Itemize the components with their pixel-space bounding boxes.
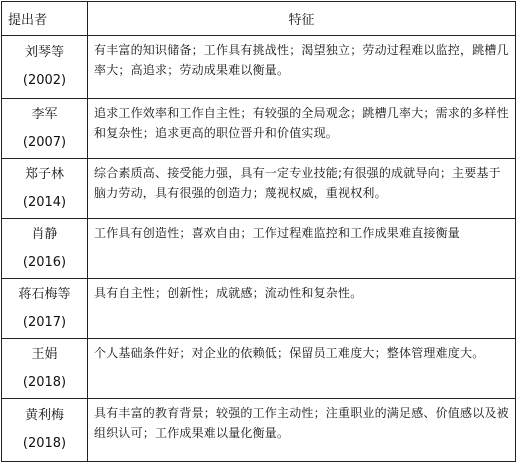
table-row <box>2 219 516 279</box>
author-cell <box>2 99 88 159</box>
author-cell <box>2 399 88 462</box>
knowledge-worker-features-table <box>1 1 516 462</box>
table-row <box>2 36 516 99</box>
author-cell <box>2 36 88 99</box>
feature-text: 工作具有创造性；喜欢自由；工作过程难监控和工作成果难直接衡量 <box>94 226 461 240</box>
author-year: (2018) <box>22 436 67 451</box>
author-cell <box>2 339 88 399</box>
feature-text: 具有丰富的教育背景；较强的工作主动性；注重职业的满足感、价值感以及被组织认可；工作成果难以量化衡量。 <box>94 406 509 440</box>
author-name: 黄利梅 <box>24 408 64 423</box>
table-header-row <box>2 2 516 36</box>
table-row <box>2 399 516 462</box>
feature-text: 个人基础条件好；对企业的依赖低；保留员工难度大；整体管理难度大。 <box>94 346 485 360</box>
feature-text: 有丰富的知识储备；工作具有挑战性；渴望独立；劳动过程难以监控，跳槽几率大；高追求；劳动成果难以衡量。 <box>94 43 509 77</box>
author-name: 刘琴等 <box>24 45 64 60</box>
feature-cell <box>88 159 516 219</box>
feature-text: 具有自主性；创新性；成就感；流动性和复杂性。 <box>94 286 363 300</box>
author-year: (2002) <box>22 73 67 88</box>
author-year: (2007) <box>22 134 67 150</box>
author-cell <box>2 279 88 339</box>
feature-text: 综合素质高、接受能力强，具有一定专业技能;有很强的成就导向；主要基于脑力劳动，具有很强的创造力；蔑视权威，重视权利。 <box>94 166 501 200</box>
knowledge-worker-table-container <box>1 1 516 462</box>
table-row <box>2 279 516 339</box>
author-name: 肖静 <box>31 226 58 242</box>
header-author: 提出者 <box>2 2 88 36</box>
author-year: (2016) <box>22 254 67 270</box>
author-name: 蒋石梅等 <box>18 286 71 302</box>
author-name: 李军 <box>31 106 58 122</box>
author-cell <box>2 219 88 279</box>
author-cell <box>2 159 88 219</box>
author-year: (2017) <box>22 314 67 330</box>
feature-cell <box>88 36 516 99</box>
feature-cell <box>88 399 516 462</box>
feature-cell <box>88 219 516 279</box>
author-year: (2018) <box>22 374 67 390</box>
feature-cell <box>88 279 516 339</box>
header-feature: 特征 <box>88 2 516 36</box>
author-name: 王娟 <box>31 346 58 362</box>
feature-text: 追求工作效率和工作自主性；有较强的全局观念；跳槽几率大；需求的多样性和复杂性；追求更高的职位晋升和价值实现。 <box>94 106 509 140</box>
table-row <box>2 159 516 219</box>
feature-cell <box>88 339 516 399</box>
feature-cell <box>88 99 516 159</box>
author-name: 郑子林 <box>24 166 64 182</box>
author-year: (2014) <box>22 194 67 210</box>
table-row <box>2 339 516 399</box>
table-row <box>2 99 516 159</box>
